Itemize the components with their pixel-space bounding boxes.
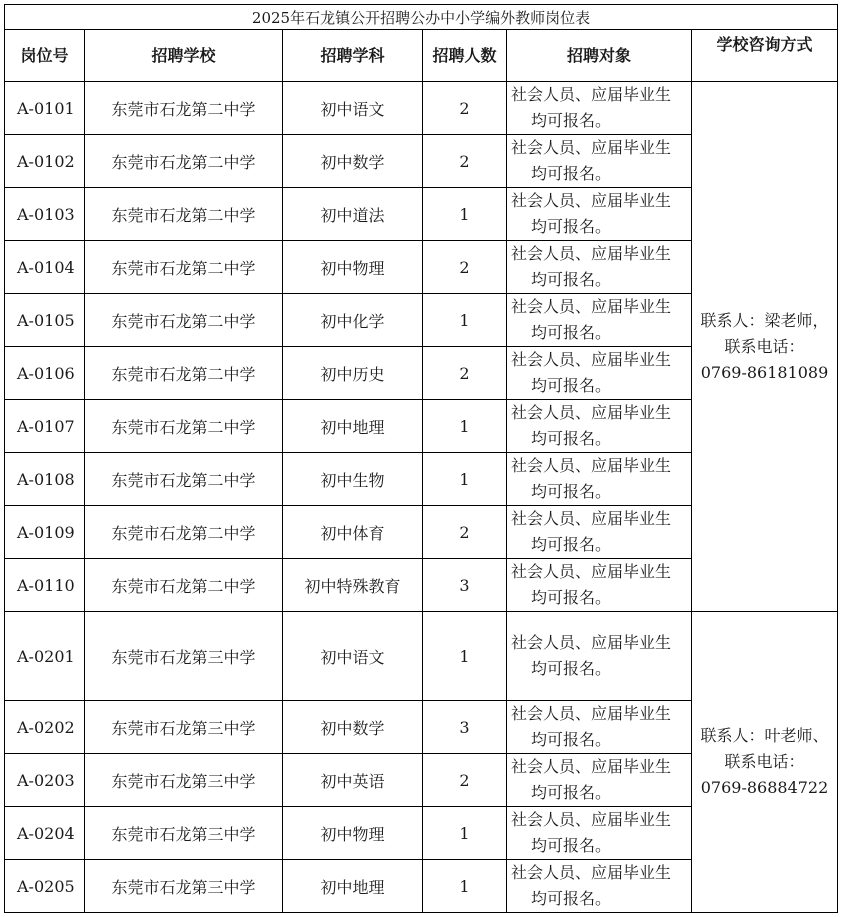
- header-school: 招聘学校: [85, 30, 283, 82]
- post-code-cell: A-0106: [5, 347, 85, 400]
- school-cell: 东莞市石龙第二中学: [85, 241, 283, 294]
- school-cell: 东莞市石龙第三中学: [85, 807, 283, 860]
- post-code-cell: A-0205: [5, 860, 85, 913]
- subject-cell: 初中数学: [283, 135, 423, 188]
- post-code-cell: A-0103: [5, 188, 85, 241]
- post-code-cell: A-0105: [5, 294, 85, 347]
- post-code-cell: A-0104: [5, 241, 85, 294]
- subject-cell: 初中生物: [283, 453, 423, 506]
- school-cell: 东莞市石龙第三中学: [85, 860, 283, 913]
- target-line-1: 社会人员、应届毕业生: [511, 757, 672, 776]
- subject-cell: 初中物理: [283, 241, 423, 294]
- target-line-1: 社会人员、应届毕业生: [511, 138, 672, 157]
- school-cell: 东莞市石龙第二中学: [85, 135, 283, 188]
- table-body: [5, 82, 838, 913]
- target-cell: [507, 241, 692, 294]
- target-line-2: 均可报名。: [531, 482, 612, 501]
- target-line-1: 社会人员、应届毕业生: [511, 297, 672, 316]
- subject-cell: 初中地理: [283, 860, 423, 913]
- header-target: 招聘对象: [507, 30, 692, 82]
- target-cell: [507, 559, 692, 612]
- subject-cell: 初中地理: [283, 400, 423, 453]
- school-cell: 东莞市石龙第二中学: [85, 82, 283, 135]
- contact-phone-label: 联系电话：: [724, 752, 805, 771]
- target-line-2: 均可报名。: [531, 376, 612, 395]
- count-cell: 1: [423, 860, 507, 913]
- target-line-2: 均可报名。: [531, 730, 612, 749]
- target-line-2: 均可报名。: [531, 588, 612, 607]
- school-cell: 东莞市石龙第三中学: [85, 701, 283, 754]
- school-cell: 东莞市石龙第三中学: [85, 754, 283, 807]
- target-line-1: 社会人员、应届毕业生: [511, 85, 672, 104]
- school-cell: 东莞市石龙第二中学: [85, 506, 283, 559]
- post-code-cell: A-0201: [5, 612, 85, 701]
- target-cell: [507, 807, 692, 860]
- count-cell: 3: [423, 559, 507, 612]
- target-line-1: 社会人员、应届毕业生: [511, 350, 672, 369]
- target-line-2: 均可报名。: [531, 836, 612, 855]
- target-line-2: 均可报名。: [531, 535, 612, 554]
- target-line-1: 社会人员、应届毕业生: [511, 456, 672, 475]
- contact-phone-label: 联系电话：: [724, 336, 805, 356]
- target-line-2: 均可报名。: [531, 889, 612, 908]
- post-code-cell: A-0110: [5, 559, 85, 612]
- subject-cell: 初中特殊教育: [283, 559, 423, 612]
- table-row: [5, 82, 838, 135]
- post-code-cell: A-0108: [5, 453, 85, 506]
- subject-cell: 初中数学: [283, 701, 423, 754]
- count-cell: 2: [423, 241, 507, 294]
- count-cell: 1: [423, 453, 507, 506]
- target-line-2: 均可报名。: [531, 111, 612, 130]
- target-cell: [507, 135, 692, 188]
- target-line-1: 社会人员、应届毕业生: [511, 810, 672, 829]
- target-line-2: 均可报名。: [531, 429, 612, 448]
- target-cell: [507, 347, 692, 400]
- count-cell: 2: [423, 347, 507, 400]
- contact-cell: [692, 612, 838, 913]
- recruitment-table: [4, 4, 838, 913]
- count-cell: 1: [423, 294, 507, 347]
- target-line-2: 均可报名。: [531, 164, 612, 183]
- school-cell: 东莞市石龙第二中学: [85, 188, 283, 241]
- target-line-2: 均可报名。: [531, 270, 612, 289]
- target-line-2: 均可报名。: [531, 783, 612, 802]
- school-cell: 东莞市石龙第二中学: [85, 453, 283, 506]
- post-code-cell: A-0202: [5, 701, 85, 754]
- contact-cell: [692, 82, 838, 612]
- subject-cell: 初中语文: [283, 612, 423, 701]
- contact-person: 联系人：叶老师、: [700, 726, 829, 745]
- count-cell: 1: [423, 612, 507, 701]
- target-cell: [507, 400, 692, 453]
- contact-person: 联系人：梁老师，: [700, 310, 829, 330]
- target-line-1: 社会人员、应届毕业生: [511, 633, 672, 652]
- count-cell: 1: [423, 188, 507, 241]
- school-cell: 东莞市石龙第二中学: [85, 559, 283, 612]
- school-cell: 东莞市石龙第二中学: [85, 400, 283, 453]
- subject-cell: 初中物理: [283, 807, 423, 860]
- target-cell: [507, 453, 692, 506]
- target-line-1: 社会人员、应届毕业生: [511, 704, 672, 723]
- subject-cell: 初中历史: [283, 347, 423, 400]
- header-subject: 招聘学科: [283, 30, 423, 82]
- target-cell: [507, 754, 692, 807]
- subject-cell: 初中化学: [283, 294, 423, 347]
- target-line-1: 社会人员、应届毕业生: [511, 191, 672, 210]
- school-cell: 东莞市石龙第三中学: [85, 612, 283, 701]
- count-cell: 2: [423, 506, 507, 559]
- count-cell: 1: [423, 807, 507, 860]
- target-cell: [507, 612, 692, 701]
- count-cell: 2: [423, 82, 507, 135]
- target-line-1: 社会人员、应届毕业生: [511, 403, 672, 422]
- school-cell: 东莞市石龙第二中学: [85, 347, 283, 400]
- count-cell: 2: [423, 754, 507, 807]
- school-cell: 东莞市石龙第二中学: [85, 294, 283, 347]
- subject-cell: 初中语文: [283, 82, 423, 135]
- target-cell: [507, 860, 692, 913]
- subject-cell: 初中道法: [283, 188, 423, 241]
- table-title: 2025年石龙镇公开招聘公办中小学编外教师岗位表: [5, 5, 838, 30]
- count-cell: 3: [423, 701, 507, 754]
- post-code-cell: A-0204: [5, 807, 85, 860]
- target-line-1: 社会人员、应届毕业生: [511, 863, 672, 882]
- target-line-2: 均可报名。: [531, 659, 612, 678]
- target-line-1: 社会人员、应届毕业生: [511, 509, 672, 528]
- count-cell: 1: [423, 400, 507, 453]
- post-code-cell: A-0101: [5, 82, 85, 135]
- post-code-cell: A-0102: [5, 135, 85, 188]
- header-post-code: 岗位号: [5, 30, 85, 82]
- target-line-2: 均可报名。: [531, 323, 612, 342]
- target-line-1: 社会人员、应届毕业生: [511, 244, 672, 263]
- target-cell: [507, 701, 692, 754]
- contact-phone: 0769-86884722: [700, 778, 829, 797]
- contact-phone: 0769-86181089: [700, 362, 829, 382]
- target-line-2: 均可报名。: [531, 217, 612, 236]
- target-cell: [507, 82, 692, 135]
- post-code-cell: A-0109: [5, 506, 85, 559]
- count-cell: 2: [423, 135, 507, 188]
- header-contact: 学校咨询方式: [692, 30, 838, 82]
- table-row: [5, 612, 838, 701]
- target-cell: [507, 506, 692, 559]
- header-count: 招聘人数: [423, 30, 507, 82]
- subject-cell: 初中英语: [283, 754, 423, 807]
- post-code-cell: A-0107: [5, 400, 85, 453]
- document-page: [4, 4, 838, 913]
- target-cell: [507, 188, 692, 241]
- post-code-cell: A-0203: [5, 754, 85, 807]
- target-cell: [507, 294, 692, 347]
- target-line-1: 社会人员、应届毕业生: [511, 562, 672, 581]
- subject-cell: 初中体育: [283, 506, 423, 559]
